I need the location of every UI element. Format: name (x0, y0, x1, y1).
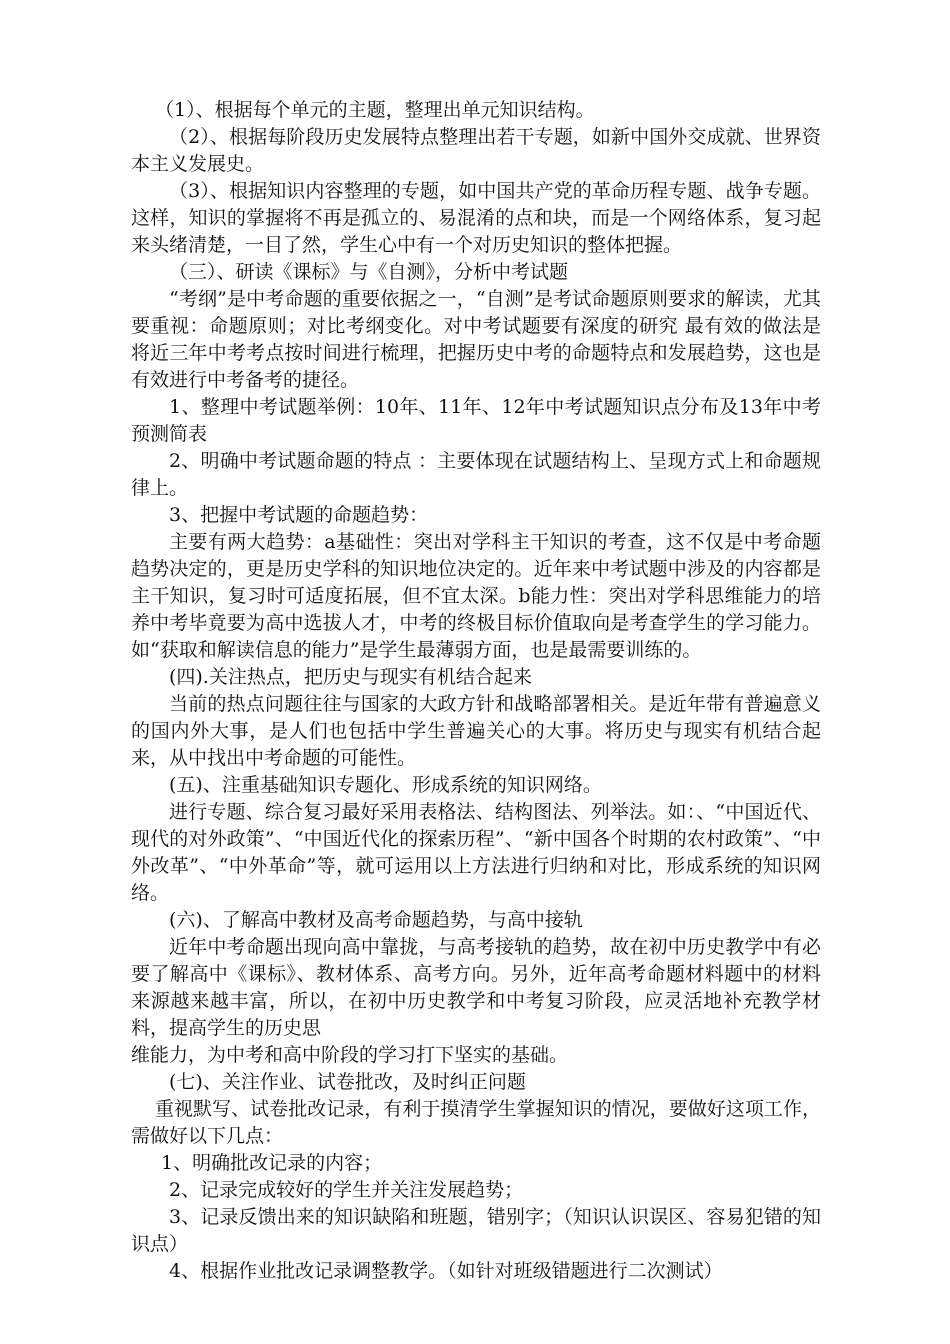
paragraph-two-trends: 主要有两大趋势：a基础性：突出对学科主干知识的考查，这不仅是中考命题趋势决定的，更是历史学科的知识地位决定的。近年来中考试题中涉及的内容都是主干知识，复习时可适度拓展，但不宜太深。b能力性：突出对学科思维能力的培养中考毕竟要为高中选拔人才，中考的终极目标价值取向是考查学生的学习能力。 如“获取和解读信息的能力”是学生最薄弱方面，也是最需要训练的。 (131, 531, 821, 661)
paragraph-unit-structure: （1）、根据每个单元的主题，整理出单元知识结构。 (155, 99, 595, 121)
list-item-grading-1: 1、明确批改记录的内容； (161, 1152, 383, 1174)
list-item-2: 2、明确中考试题命题的特点 ：主要体现在试题结构上、呈现方式上和命题规律上。 (131, 450, 821, 499)
list-item-grading-4: 4、根据作业批改记录调整教学。（如针对班级错题进行二次测试） (169, 1260, 723, 1282)
list-item-grading-2: 2、记录完成较好的学生并关注发展趋势； (169, 1179, 524, 1201)
heading-section-4: (四).关注热点，把历史与现实有机结合起来 (169, 666, 532, 688)
document-body (131, 97, 821, 1285)
list-item-3: 3、把握中考试题的命题趋势： (169, 504, 429, 526)
list-item-1: 1、整理中考试题举例：10年、11年、12年中考试题知识点分布及13年中考预测简表 (131, 396, 821, 445)
paragraph-topic-review: 进行专题、综合复习最好采用表格法、结构图法、列举法。如：、“中国近代、现代的对外政策”、“中国近代化的探索历程”、“新中国各个时期的农村政策”、“中外改革”、“中外革命”等，就可运用以上方法进行归纳和对比，形成系统的知识网络。 (131, 801, 821, 904)
paragraph-grading-records: 重视默写、试卷批改记录，有利于摸清学生掌握知识的情况，要做好这项工作，需做好以下几点： (131, 1098, 821, 1147)
paragraph-high-school: 近年中考命题出现向高中靠拢，与高考接轨的趋势，故在初中历史教学中有必要了解高中《课标》、教材体系、高考方向。另外，近年高考命题材料题中的材料来源越来越丰富，所以，在初中历史教学和中考复习阶段，应灵活地补充教学材料，提高学生的历史思 (131, 936, 821, 1039)
paragraph-content-topics: （3）、根据知识内容整理的专题，如中国共产党的革命历程专题、战争专题。这样，知识的掌握将不再是孤立的、易混淆的点和块，而是一个网络体系，复习起来头绪清楚，一目了然，学生心中有一个对历史知识的整体把握。 (131, 180, 821, 256)
list-item-grading-3: 3、记录反馈出来的知识缺陷和班题，错别字；（知识认识误区、容易犯错的知识点） (131, 1206, 821, 1255)
heading-section-7: (七)、关注作业、试卷批改，及时纠正问题 (169, 1071, 526, 1093)
paragraph-hot-topics: 当前的热点问题往往与国家的大政方针和战略部署相关。是近年带有普遍意义的国内外大事，是人们也包括中学生普遍关心的大事。将历史与现实有机结合起来，从中找出中考命题的可能性。 (131, 693, 821, 769)
heading-section-3: （三）、研读《课标》与《自测》，分析中考试题 (169, 261, 569, 283)
paragraph-stage-topics: （2）、根据每阶段历史发展特点整理出若干专题，如新中国外交成就、世界资本主义发展史。 (131, 126, 821, 175)
heading-section-6: (六)、了解高中教材及高考命题趋势，与高中接轨 (169, 909, 583, 931)
paragraph-high-school-cont: 维能力，为中考和高中阶段的学习打下坚实的基础。 (131, 1044, 569, 1066)
heading-section-5: (五)、注重基础知识专题化、形成系统的知识网络。 (169, 774, 602, 796)
paragraph-exam-outline: “考纲”是中考命题的重要依据之一，“自测”是考试命题原则要求的解读，尤其要重视：命题原则；对比考纲变化。对中考试题要有深度的研究 最有效的做法是将近三年中考考点按时间进行梳理，把握历史中考的命题特点和发展趋势，这也是有效进行中考备考的捷径。 (131, 288, 821, 391)
